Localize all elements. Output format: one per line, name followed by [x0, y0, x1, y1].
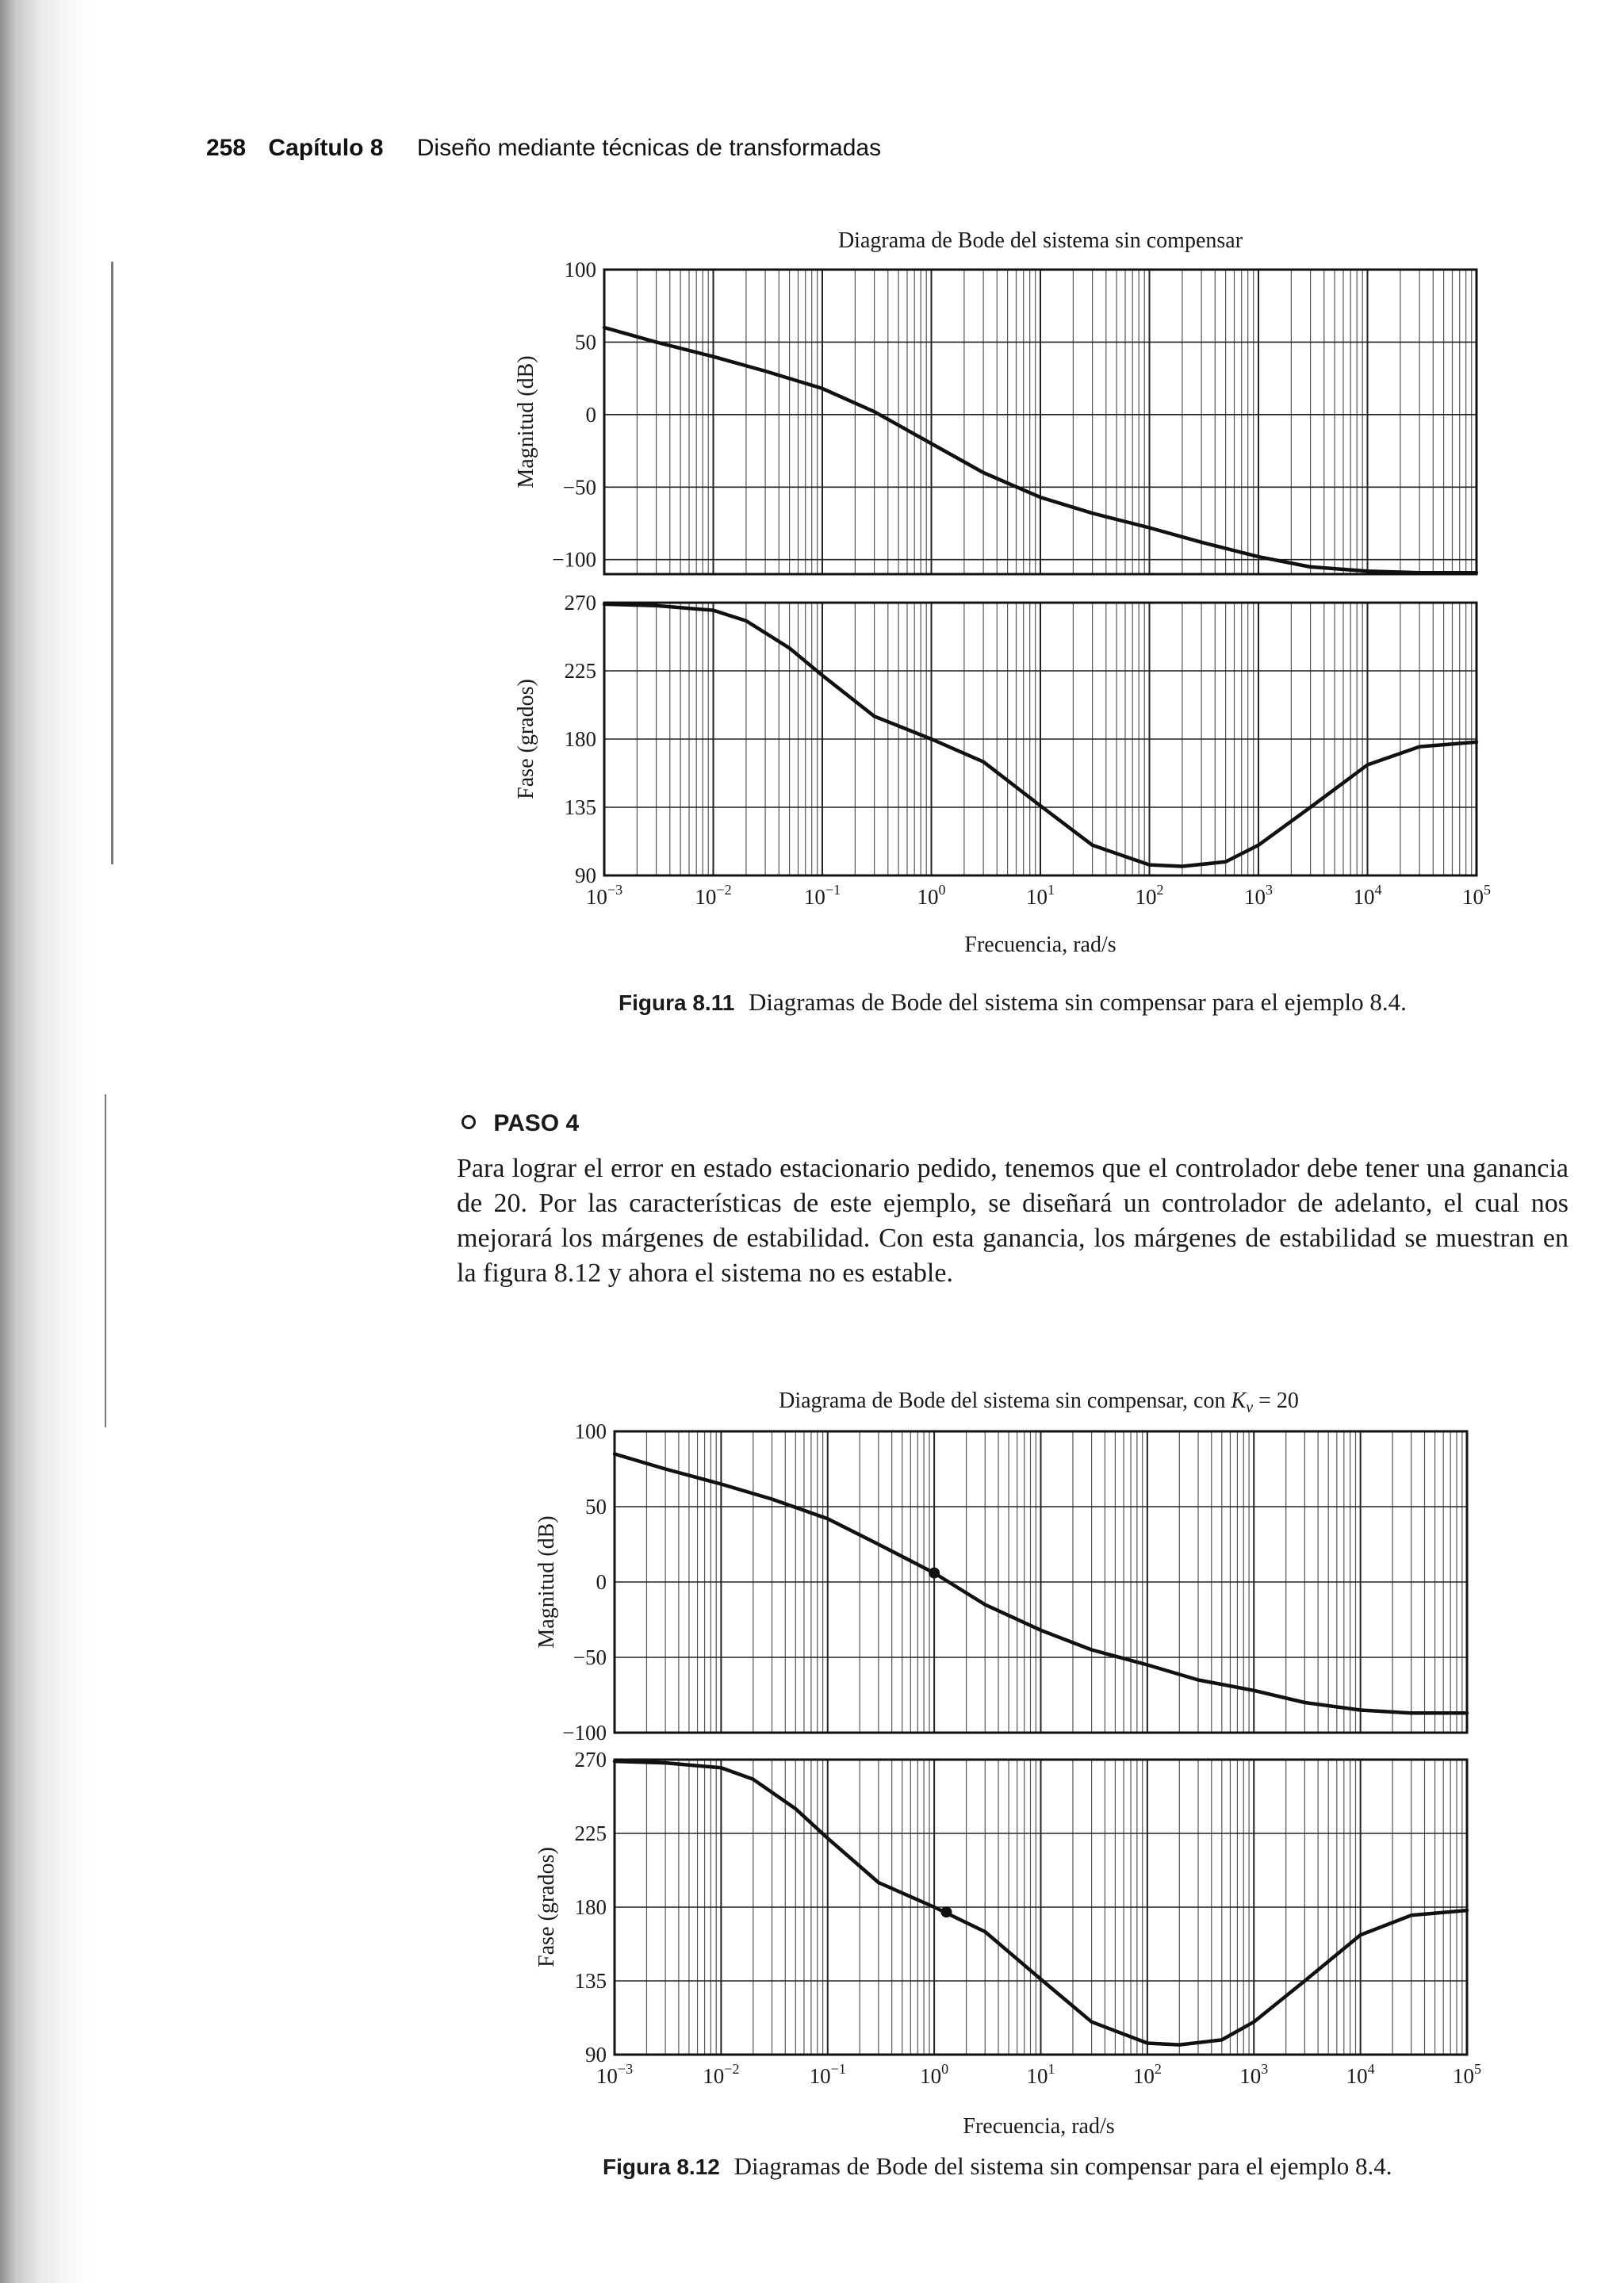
chart-title-symbol: K — [1231, 1389, 1247, 1413]
x-tick-label: $10^0$ — [917, 882, 946, 909]
y-tick-label: 50 — [575, 330, 596, 354]
body-paragraph: Para lograr el error en estado estacionario pedido, tenemos que el controlador debe tener una ganancia de 20. Por las características de este ejemplo, se diseñará un controlador de adelanto, el cual nos mejorará los márgenes de estabilidad. Con esta ganancia, los márgenes de estabilidad se muestran en la figura 8.12 y ahora el sistema no es estable. — [457, 1154, 1568, 1288]
y-tick-label: −100 — [552, 547, 596, 572]
y-tick-label: 180 — [574, 1895, 607, 1919]
bode-chart-1-svg — [476, 222, 1522, 975]
y-tick-label: −50 — [573, 1645, 607, 1669]
y-tick-label: 90 — [575, 864, 596, 887]
bode-chart-2-svg — [515, 1376, 1546, 2153]
chart-title-subscript: v — [1246, 1399, 1254, 1416]
y-tick-label: −100 — [562, 1721, 607, 1745]
data-point-marker — [929, 1568, 940, 1579]
x-tick-label: $10^{-2}$ — [695, 882, 732, 909]
running-head — [206, 135, 881, 162]
y-tick-label: 270 — [574, 1748, 607, 1772]
chart-title — [779, 1389, 1299, 1416]
chapter-title: Diseño mediante técnicas de transformadas — [416, 135, 882, 161]
y-tick-label: 270 — [564, 591, 596, 615]
x-tick-label: $10^3$ — [1244, 882, 1273, 909]
circle-bullet-icon — [462, 1115, 476, 1129]
y-tick-label: 0 — [585, 402, 596, 427]
chart-title-suffix: = 20 — [1253, 1389, 1299, 1413]
figure-number: Figura 8.12 — [603, 2155, 720, 2179]
step-heading — [462, 1110, 579, 1137]
caption-text: Diagramas de Bode del sistema sin compensar para el ejemplo 8.4. — [749, 988, 1407, 1016]
bode-chart-1 — [476, 222, 1522, 975]
x-tick-label: $10^1$ — [1026, 2061, 1055, 2088]
chart-title: Diagrama de Bode del sistema sin compensar — [837, 228, 1243, 253]
x-tick-label: $10^{-1}$ — [803, 882, 841, 909]
x-tick-label: $10^{-2}$ — [703, 2061, 740, 2088]
scan-edge — [0, 0, 95, 2283]
x-tick-label: $10^1$ — [1026, 882, 1055, 909]
figure-number: Figura 8.11 — [619, 990, 735, 1015]
step-label: PASO 4 — [493, 1110, 580, 1136]
x-axis-label: Frecuencia, rad/s — [963, 2114, 1115, 2139]
data-point-marker — [940, 1906, 952, 1917]
x-tick-label: $10^3$ — [1239, 2061, 1269, 2088]
y-axis-label: Magnitud (dB) — [514, 355, 538, 488]
y-tick-label: 0 — [596, 1570, 607, 1594]
y-tick-label: 225 — [564, 659, 596, 683]
chapter-label: Capítulo 8 — [268, 135, 384, 161]
bode-chart-2 — [515, 1376, 1546, 2153]
y-axis-label: Fase (grados) — [534, 1847, 559, 1967]
figure-caption — [619, 988, 1407, 1017]
figure-caption — [603, 2152, 1392, 2181]
x-tick-label: $10^5$ — [1462, 882, 1491, 909]
y-tick-label: 225 — [574, 1821, 607, 1845]
x-tick-label: $10^{-3}$ — [585, 882, 623, 909]
x-tick-label: $10^4$ — [1346, 2061, 1375, 2088]
y-tick-label: 135 — [564, 795, 596, 819]
x-tick-label: $10^{-3}$ — [596, 2061, 634, 2088]
y-tick-label: 100 — [574, 1419, 607, 1443]
caption-text: Diagramas de Bode del sistema sin compensar para el ejemplo 8.4. — [733, 2152, 1392, 2180]
y-axis-label: Magnitud (dB) — [534, 1515, 559, 1649]
x-tick-label: $10^0$ — [920, 2061, 949, 2088]
y-tick-label: 180 — [564, 727, 596, 751]
x-tick-label: $10^4$ — [1353, 882, 1382, 909]
chart-title-prefix: Diagrama de Bode del sistema sin compensar, con — [779, 1389, 1231, 1413]
x-tick-label: $10^2$ — [1132, 2061, 1162, 2088]
x-axis-label: Frecuencia, rad/s — [964, 933, 1116, 957]
y-tick-label: −50 — [562, 475, 596, 500]
page-number: 258 — [206, 135, 247, 161]
y-tick-label: 90 — [585, 2043, 607, 2067]
x-tick-label: $10^5$ — [1453, 2061, 1481, 2088]
y-tick-label: 135 — [574, 1969, 607, 1993]
y-tick-label: 100 — [564, 258, 596, 282]
y-tick-label: 50 — [585, 1495, 607, 1519]
y-axis-label: Fase (grados) — [514, 679, 538, 799]
scan-line — [105, 1094, 106, 1427]
x-tick-label: $10^{-1}$ — [809, 2061, 846, 2088]
scan-line — [111, 262, 113, 864]
x-tick-label: $10^2$ — [1135, 882, 1164, 909]
